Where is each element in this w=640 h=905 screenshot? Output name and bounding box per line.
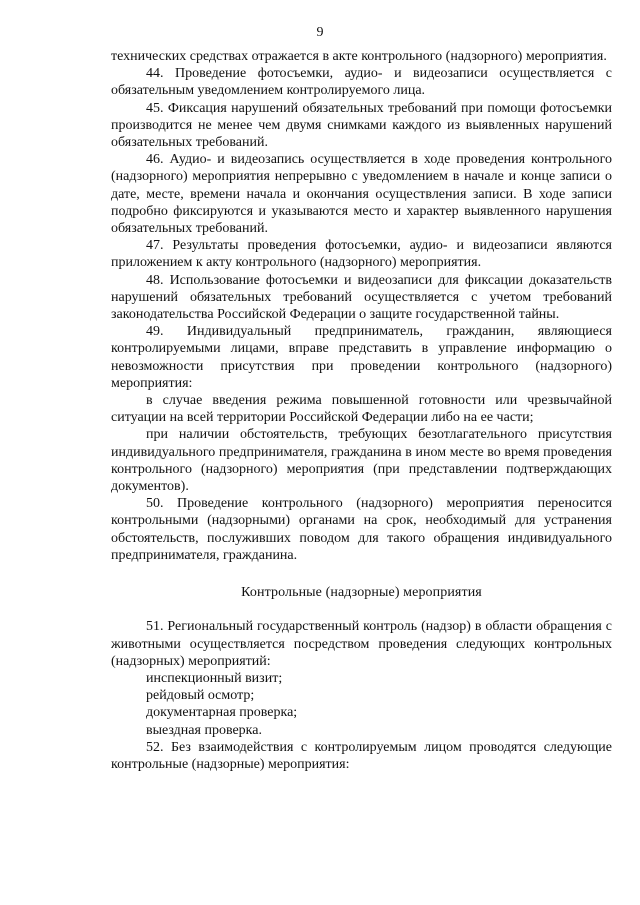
paragraph-49-case-2: при наличии обстоятельств, требующих безотлагательного присутствия индивидуального предпринимателя, гражданина в ином месте во время проведения контрольного (надзорного) мероприятия (при представлении подтверждающих документов). <box>111 427 612 495</box>
page-number: 9 <box>316 25 324 40</box>
paragraph-52: 52. Без взаимодействия с контролируемым лицом проводятся следующие контрольные (надзорные) мероприятия: <box>111 739 612 772</box>
paragraph-45: 45. Фиксация нарушений обязательных требований при помощи фотосъемки производится не менее чем двумя снимками каждого из выявленных нарушений обязательных требований. <box>111 100 612 151</box>
paragraph-49-case-1: в случае введения режима повышенной готовности или чрезвычайной ситуации на всей территории Российской Федерации либо на ее части; <box>111 393 612 426</box>
list-item: инспекционный визит; <box>146 670 283 686</box>
document-body <box>111 48 612 773</box>
list-item: рейдовый осмотр; <box>146 688 255 704</box>
paragraph-47: 47. Результаты проведения фотосъемки, аудио- и видеозаписи являются приложением к акту контрольного (надзорного) мероприятия. <box>111 238 612 271</box>
paragraph-50: 50. Проведение контрольного (надзорного) мероприятия переносится контрольными (надзорными) органами на срок, необходимый для устранения обстоятельств, послуживших поводом для такого обращения индивидуального предпринимателя, гражданина. <box>111 496 612 563</box>
list-item: выездная проверка. <box>146 722 262 738</box>
paragraph-49: 49. Индивидуальный предприниматель, гражданин, являющиеся контролируемыми лицами, вправе представить в управление информацию о невозможности присутствия при проведении контрольного (надзорного) мероприятия: <box>111 324 612 391</box>
section-heading: Контрольные (надзорные) мероприятия <box>241 585 482 601</box>
paragraph-continuation: технических средствах отражается в акте контрольного (надзорного) мероприятия. <box>111 49 607 64</box>
list-item: документарная проверка; <box>146 705 298 721</box>
paragraph-44: 44. Проведение фотосъемки, аудио- и видеозаписи осуществляется с обязательным уведомлением контролируемого лица. <box>111 66 612 99</box>
paragraph-48: 48. Использование фотосъемки и видеозаписи для фиксации доказательств нарушений обязательных требований осуществляется с учетом требований законодательства Российской Федерации о защите государственной тайны. <box>111 272 612 323</box>
paragraph-46: 46. Аудио- и видеозапись осуществляется в ходе проведения контрольного (надзорного) мероприятия непрерывно с уведомлением в начале и конце записи о дате, месте, времени начала и окончания осуществления записи. В ходе записи подробно фиксируются и указываются место и характер выявленного нарушения обязательных требований. <box>111 152 612 237</box>
paragraph-51: 51. Региональный государственный контроль (надзор) в области обращения с животными осуществляется посредством проведения следующих контрольных (надзорных) мероприятий: <box>111 619 612 669</box>
